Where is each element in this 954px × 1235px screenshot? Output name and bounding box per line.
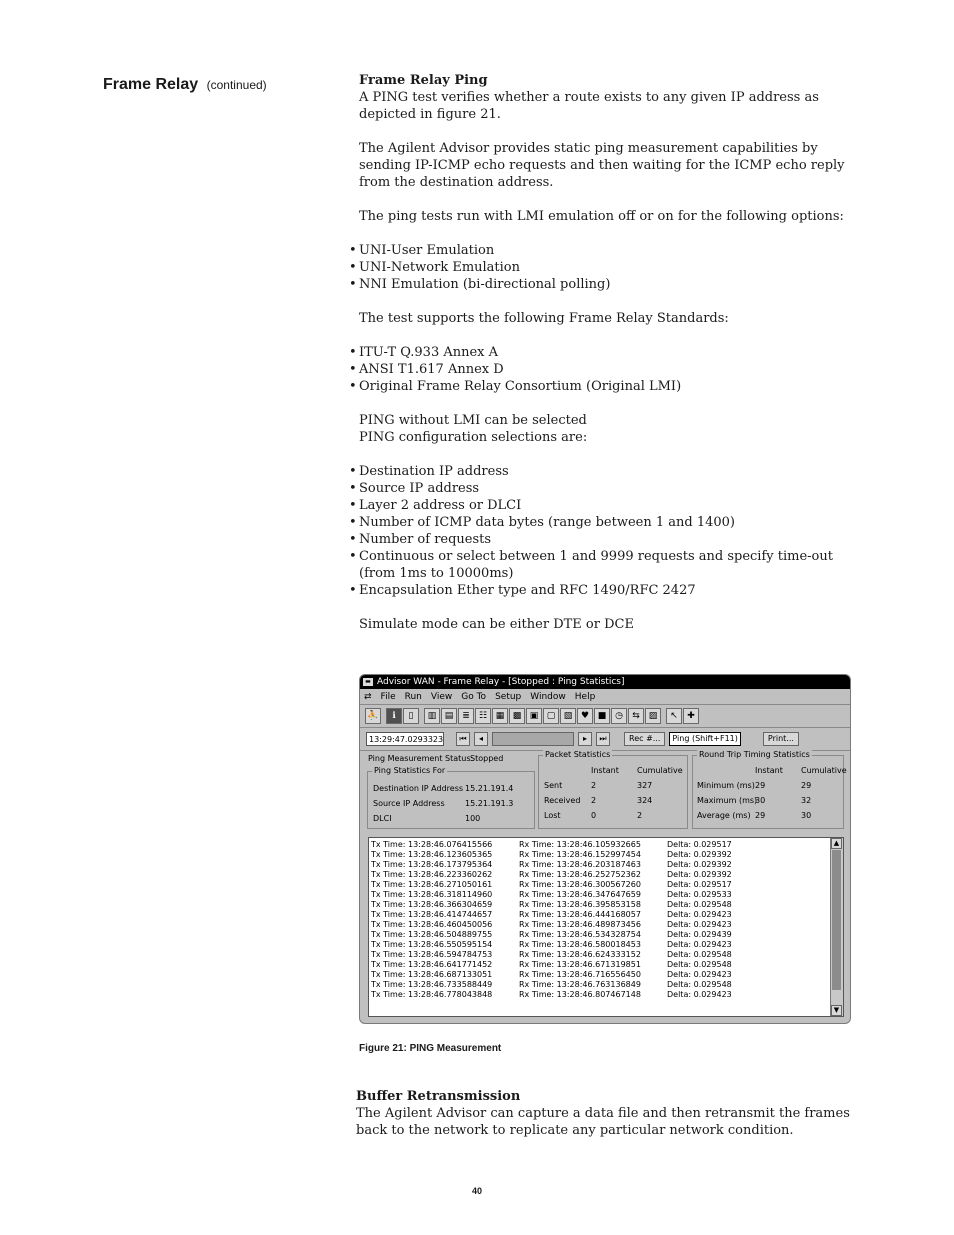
emulation-list: [359, 242, 859, 293]
lmi-note: PING without LMI can be selected: [359, 413, 587, 428]
scroll-up-icon[interactable]: ▲: [831, 838, 842, 849]
print-button[interactable]: Print...: [763, 732, 799, 746]
dest-ip-label: Destination IP Address: [373, 784, 464, 793]
arrow-select-icon[interactable]: ↖: [666, 708, 682, 724]
menu-restore-icon[interactable]: ⇄: [364, 691, 372, 702]
prev-icon[interactable]: ◂: [474, 732, 488, 746]
list-item[interactable]: Tx Time: 13:28:46.173795364 Rx Time: 13:28:46.203187463 Delta: 0.029392: [371, 860, 732, 869]
heading-title: Frame Relay: [103, 76, 199, 93]
menu-file[interactable]: File: [380, 691, 396, 702]
list-item[interactable]: Tx Time: 13:28:46.076415566 Rx Time: 13:28:46.105932665 Delta: 0.029517: [371, 840, 732, 849]
last-record-icon[interactable]: ⏭: [596, 732, 610, 746]
page-number: 40: [471, 1186, 482, 1196]
received-instant: 2: [591, 796, 597, 805]
next-icon[interactable]: ▸: [578, 732, 592, 746]
src-ip-label: Source IP Address: [373, 799, 445, 808]
record-slider[interactable]: [492, 732, 574, 746]
menu-view[interactable]: View: [430, 691, 453, 702]
stop-icon[interactable]: ■: [594, 708, 610, 724]
col-instant: Instant: [591, 766, 619, 775]
list-item[interactable]: Tx Time: 13:28:46.594784753 Rx Time: 13:28:46.624333152 Delta: 0.029548: [371, 950, 732, 959]
window-icon[interactable]: ▢: [543, 708, 559, 724]
list-item: • ANSI T1.617 Annex D: [359, 361, 859, 378]
rtt-stats-title: Round Trip Timing Statistics: [699, 750, 810, 759]
bar-chart-icon[interactable]: ▥: [424, 708, 440, 724]
ping-tooltip: Ping (Shift+F11): [669, 732, 740, 746]
timestamp-field[interactable]: 13:29:47.0293323: [366, 732, 444, 746]
list-item[interactable]: Tx Time: 13:28:46.687133051 Rx Time: 13:28:46.716556450 Delta: 0.029423: [371, 970, 732, 979]
buffer-title: Buffer Retransmission: [356, 1089, 521, 1104]
layers-icon[interactable]: ▧: [560, 708, 576, 724]
rtt-col-instant: Instant: [755, 766, 783, 775]
ping-para-2: The Agilent Advisor provides static ping measurement capabilities by sending IP-ICMP echo requests and then waiting for the ICMP echo reply from the destination address.: [359, 141, 845, 190]
decode-icon[interactable]: ▦: [492, 708, 508, 724]
min-label: Minimum (ms): [697, 781, 755, 790]
list-item[interactable]: Tx Time: 13:28:46.271050161 Rx Time: 13:28:46.300567260 Delta: 0.029517: [371, 880, 732, 889]
statistics-icon[interactable]: ▨: [645, 708, 661, 724]
window-titlebar: [360, 675, 850, 689]
grid-icon[interactable]: ▩: [509, 708, 525, 724]
max-cumulative: 32: [801, 796, 812, 805]
window-menu-icon[interactable]: ▬: [363, 678, 373, 686]
avg-cumulative: 30: [801, 811, 812, 820]
heart-icon[interactable]: ♥: [577, 708, 593, 724]
list-item: • Continuous or select between 1 and 9999 requests and specify time-out (from 1ms to 10000ms): [359, 548, 859, 582]
ping-intro: A PING test verifies whether a route exists to any given IP address as depicted in figure 21.: [359, 90, 819, 122]
menu-window[interactable]: Window: [530, 691, 566, 702]
first-record-icon[interactable]: ⏮: [456, 732, 470, 746]
packet-stats-group: [538, 750, 688, 829]
run-icon[interactable]: ⛹: [365, 708, 381, 724]
dlci-label: DLCI: [373, 814, 392, 823]
menu-goto[interactable]: Go To: [461, 691, 487, 702]
toolbar: [360, 705, 850, 728]
info-icon[interactable]: ℹ: [386, 708, 402, 724]
list-item: • UNI-Network Emulation: [359, 259, 859, 276]
scroll-down-icon[interactable]: ▼: [831, 1005, 842, 1016]
table-icon[interactable]: ☷: [475, 708, 491, 724]
list-item[interactable]: Tx Time: 13:28:46.460450056 Rx Time: 13:28:46.489873456 Delta: 0.029423: [371, 920, 732, 929]
list-item[interactable]: Tx Time: 13:28:46.123605365 Rx Time: 13:28:46.152997454 Delta: 0.029392: [371, 850, 732, 859]
buffer-section: [356, 1088, 856, 1139]
dest-ip-value: 15.21.191.4: [465, 784, 514, 793]
list-item: • Source IP address: [359, 480, 859, 497]
received-label: Received: [544, 796, 581, 805]
rtt-col-cumulative: Cumulative: [801, 766, 847, 775]
list-item[interactable]: Tx Time: 13:28:46.414744657 Rx Time: 13:28:46.444168057 Delta: 0.029423: [371, 910, 732, 919]
ping-stats-group: [367, 766, 535, 829]
ping-statistics-panel: [366, 750, 847, 835]
src-ip-value: 15.21.191.3: [465, 799, 514, 808]
menu-setup[interactable]: Setup: [495, 691, 522, 702]
avg-label: Average (ms): [697, 811, 751, 820]
rtt-stats-group: [692, 750, 847, 829]
scroll-thumb[interactable]: [832, 850, 841, 990]
standards-intro: The test supports the following Frame Relay Standards:: [359, 311, 729, 326]
menu-help[interactable]: Help: [574, 691, 596, 702]
status-value: Stopped: [470, 754, 504, 763]
list-item[interactable]: Tx Time: 13:28:46.733588449 Rx Time: 13:28:46.763136849 Delta: 0.029548: [371, 980, 732, 989]
advisor-window-screenshot: [359, 674, 851, 1024]
buffer-body: The Agilent Advisor can capture a data file and then retransmit the frames back to the network to replicate any particular network condition.: [356, 1106, 850, 1138]
list-item: • Number of ICMP data bytes (range between 1 and 1400): [359, 514, 859, 531]
list-item: • Destination IP address: [359, 463, 859, 480]
list-item[interactable]: Tx Time: 13:28:46.641771452 Rx Time: 13:28:46.671319851 Delta: 0.029548: [371, 960, 732, 969]
list-icon[interactable]: ≣: [458, 708, 474, 724]
log-scrollbar[interactable]: [830, 838, 843, 1016]
ping-title: Frame Relay Ping: [359, 73, 488, 88]
ping-para-3: The ping tests run with LMI emulation off or on for the following options:: [359, 209, 844, 224]
list-item: • Layer 2 address or DLCI: [359, 497, 859, 514]
lost-cumulative: 2: [637, 811, 643, 820]
heading-continued: (continued): [206, 78, 267, 92]
packet-stats-title: Packet Statistics: [545, 750, 611, 759]
sent-instant: 2: [591, 781, 597, 790]
simulate-note: Simulate mode can be either DTE or DCE: [359, 617, 634, 632]
list-item[interactable]: Tx Time: 13:28:46.366304659 Rx Time: 13:28:46.395853158 Delta: 0.029548: [371, 900, 732, 909]
lost-label: Lost: [544, 811, 561, 820]
max-instant: 30: [755, 796, 766, 805]
list-item: • NNI Emulation (bi-directional polling): [359, 276, 859, 293]
avg-instant: 29: [755, 811, 766, 820]
menu-bar: [360, 689, 850, 705]
rec-number-button[interactable]: Rec #...: [624, 732, 665, 746]
list-item[interactable]: Tx Time: 13:28:46.778043848 Rx Time: 13:28:46.807467148 Delta: 0.029423: [371, 990, 732, 999]
status-label: Ping Measurement Status:: [368, 754, 474, 763]
ping-stats-title: Ping Statistics For: [374, 766, 446, 775]
window-title: Advisor WAN - Frame Relay - [Stopped : Ping Statistics]: [377, 677, 625, 687]
list-item[interactable]: Tx Time: 13:28:46.550595154 Rx Time: 13:28:46.580018453 Delta: 0.029423: [371, 940, 732, 949]
blank-view-icon[interactable]: ▯: [403, 708, 419, 724]
min-cumulative: 29: [801, 781, 812, 790]
sent-cumulative: 327: [637, 781, 653, 790]
ping-log-list[interactable]: [368, 837, 844, 1017]
config-list: [359, 463, 859, 599]
list-item[interactable]: Tx Time: 13:28:46.504889755 Rx Time: 13:28:46.534328754 Delta: 0.029439: [371, 930, 732, 939]
list-item: • UNI-User Emulation: [359, 242, 859, 259]
list-item: • Original Frame Relay Consortium (Original LMI): [359, 378, 859, 395]
figure-caption: Figure 21: PING Measurement: [359, 1043, 502, 1054]
received-cumulative: 324: [637, 796, 653, 805]
dlci-value: 100: [465, 814, 481, 823]
list-item: • ITU-T Q.933 Annex A: [359, 344, 859, 361]
max-label: Maximum (ms): [697, 796, 758, 805]
col-cumulative: Cumulative: [637, 766, 683, 775]
clock-icon[interactable]: ◷: [611, 708, 627, 724]
standards-list: [359, 344, 859, 395]
list-item[interactable]: Tx Time: 13:28:46.318114960 Rx Time: 13:28:46.347647659 Delta: 0.029533: [371, 890, 732, 899]
lost-instant: 0: [591, 811, 597, 820]
frame-icon[interactable]: ▣: [526, 708, 542, 724]
chart-grey-icon[interactable]: ▤: [441, 708, 457, 724]
list-item: • Encapsulation Ether type and RFC 1490/RFC 2427: [359, 582, 859, 599]
list-item: • Number of requests: [359, 531, 859, 548]
sent-label: Sent: [544, 781, 563, 790]
menu-run[interactable]: Run: [404, 691, 422, 702]
ping-section: [359, 72, 859, 633]
ping-icon[interactable]: ⇆: [628, 708, 644, 724]
section-heading: [103, 76, 267, 94]
min-instant: 29: [755, 781, 766, 790]
config-intro: PING configuration selections are:: [359, 430, 588, 445]
add-icon[interactable]: ✚: [683, 708, 699, 724]
list-item[interactable]: Tx Time: 13:28:46.223360262 Rx Time: 13:28:46.252752362 Delta: 0.029392: [371, 870, 732, 879]
navigation-bar: [360, 728, 850, 751]
